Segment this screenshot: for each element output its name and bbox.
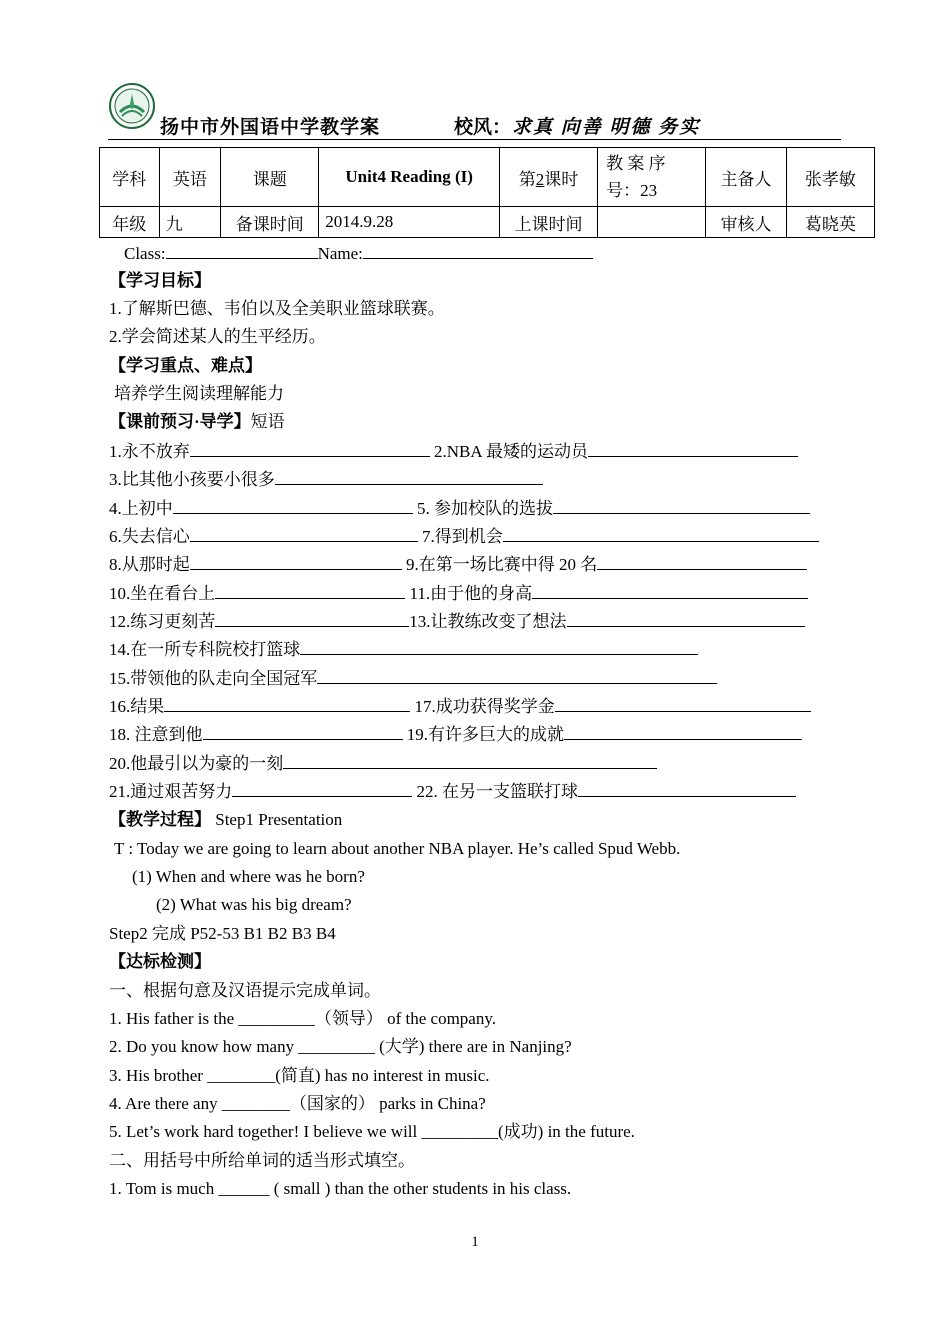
period-suffix: 课时 <box>544 169 579 189</box>
phrase-row <box>109 553 807 576</box>
school-title: 扬中市外国语中学教学案 <box>160 117 381 138</box>
phrase-label: 7.得到机会 <box>422 527 503 546</box>
table-row <box>100 207 875 238</box>
prep-time-label: 备课时间 <box>221 207 319 238</box>
phrase-row <box>109 723 802 746</box>
phrase-label: 3.比其他小孩要小很多 <box>109 470 275 489</box>
phrase-blank[interactable] <box>555 695 811 712</box>
grade-value: 九 <box>159 207 221 238</box>
phrase-blank[interactable] <box>532 582 808 599</box>
question-2: (2) What was his big dream? <box>156 895 352 914</box>
class-time-value[interactable] <box>598 207 706 238</box>
phrase-label: 18. 注意到他 <box>109 725 203 744</box>
phrase-blank[interactable] <box>317 667 717 684</box>
reviewer-value: 葛晓英 <box>786 207 874 238</box>
part2-title: 二、用括号中所给单词的适当形式填空。 <box>109 1151 415 1170</box>
phrase-blank[interactable] <box>232 780 412 797</box>
prep-time-value: 2014.9.28 <box>319 207 500 238</box>
phrase-row <box>109 440 798 463</box>
exercise-item: 5. Let’s work hard together! I believe we will _________(成功) in the future. <box>109 1122 635 1141</box>
phrase-blank[interactable] <box>173 497 413 514</box>
phrase-label: 6.失去信心 <box>109 527 190 546</box>
phrase-blank[interactable] <box>300 638 698 655</box>
phrase-label: 15.带领他的队走向全国冠军 <box>109 669 318 688</box>
teaching-heading-line <box>109 809 342 831</box>
period-prefix: 第 <box>518 169 536 189</box>
phrase-row <box>109 582 808 605</box>
phrase-label: 4.上初中 <box>109 499 173 518</box>
class-label: Class: <box>124 244 166 263</box>
lesson-info-table <box>99 147 875 238</box>
preparer-value: 张孝敏 <box>786 148 874 207</box>
phrase-label: 22. 在另一支篮联打球 <box>416 782 578 801</box>
preview-suffix: 短语 <box>250 412 285 431</box>
topic-label: 课题 <box>221 148 319 207</box>
phrase-blank[interactable] <box>503 525 819 542</box>
plan-number: 教 案 序 号：23 <box>598 148 706 207</box>
phrase-blank[interactable] <box>553 497 810 514</box>
phrase-label: 20.他最引以为豪的一刻 <box>109 754 284 773</box>
grade-label: 年级 <box>100 207 160 238</box>
exercise-item: 2. Do you know how many _________ (大学) there are in Nanjing? <box>109 1037 572 1056</box>
phrase-blank[interactable] <box>597 553 807 570</box>
phrase-blank[interactable] <box>190 525 418 542</box>
phrase-row <box>109 780 796 803</box>
phrase-label: 9.在第一场比赛中得 20 名 <box>406 555 598 574</box>
phrase-blank[interactable] <box>190 553 402 570</box>
preparer-label: 主备人 <box>706 148 786 207</box>
phrase-blank[interactable] <box>203 723 403 740</box>
exercise-item: 3. His brother ________(简直) has no interest in music. <box>109 1066 490 1085</box>
phrase-row <box>109 752 657 775</box>
objective-item: 2.学会简述某人的生平经历。 <box>109 327 326 346</box>
phrase-label: 10.坐在看台上 <box>109 584 216 603</box>
preview-heading-line <box>109 411 285 433</box>
phrase-label: 14.在一所专科院校打篮球 <box>109 640 301 659</box>
exercise-item: 4. Are there any ________（国家的） parks in China? <box>109 1094 486 1113</box>
phrase-row <box>109 468 543 491</box>
objectives-heading: 【学习目标】 <box>109 271 211 290</box>
phrase-blank[interactable] <box>578 780 796 797</box>
name-blank[interactable] <box>363 242 593 259</box>
exercise-item: 1. Tom is much ______ ( small ) than the other students in his class. <box>109 1179 572 1198</box>
objective-item: 1.了解斯巴德、韦伯以及全美职业篮球联赛。 <box>109 299 445 318</box>
phrase-row <box>109 497 810 520</box>
phrase-row <box>109 695 811 718</box>
phrase-row <box>109 638 698 661</box>
phrase-blank[interactable] <box>164 695 410 712</box>
phrase-blank[interactable] <box>283 752 657 769</box>
subject-label: 学科 <box>100 148 160 207</box>
phrase-blank[interactable] <box>190 440 430 457</box>
phrase-label: 1.永不放弃 <box>109 442 190 461</box>
phrase-label: 12.练习更刻苦 <box>109 612 216 631</box>
name-label: Name: <box>317 244 363 263</box>
class-time-label: 上课时间 <box>500 207 598 238</box>
header-divider <box>108 139 841 140</box>
period-cell <box>500 148 598 207</box>
phrase-label: 16.结果 <box>109 697 165 716</box>
period-number: 2 <box>535 169 545 189</box>
phrase-label: 21.通过艰苦努力 <box>109 782 233 801</box>
motto-label: 校风： <box>454 117 512 138</box>
page-number: 1 <box>471 1234 479 1250</box>
phrase-row <box>109 667 717 690</box>
phrase-row <box>109 525 819 548</box>
phrase-label: 11.由于他的身高 <box>409 584 533 603</box>
phrase-label: 8.从那时起 <box>109 555 190 574</box>
phrase-label: 2.NBA 最矮的运动员 <box>434 442 588 461</box>
preview-heading: 【课前预习·导学】 <box>109 412 251 431</box>
keypoints-heading: 【学习重点、难点】 <box>109 356 262 375</box>
part1-title: 一、根据句意及汉语提示完成单词。 <box>109 981 381 1000</box>
topic-value: Unit4 Reading (I) <box>319 148 500 207</box>
school-motto: 求真 向善 明德 务实 <box>512 117 701 138</box>
test-heading: 【达标检测】 <box>109 952 211 971</box>
phrase-row <box>109 610 805 633</box>
exercise-item: 1. His father is the _________（领导） of the company. <box>109 1009 496 1028</box>
class-name-line <box>124 242 593 265</box>
class-blank[interactable] <box>166 242 318 259</box>
phrase-label: 17.成功获得奖学金 <box>414 697 555 716</box>
phrase-blank[interactable] <box>588 440 798 457</box>
table-row <box>100 148 875 207</box>
phrase-blank[interactable] <box>567 610 805 627</box>
phrase-label: 5. 参加校队的选拔 <box>417 499 553 518</box>
phrase-label: 13.让教练改变了想法 <box>409 612 567 631</box>
keypoint-text: 培养学生阅读理解能力 <box>114 384 284 403</box>
subject-value: 英语 <box>159 148 221 207</box>
phrase-blank[interactable] <box>275 468 543 485</box>
phrase-blank[interactable] <box>564 723 802 740</box>
step1-title: Step1 Presentation <box>215 810 343 829</box>
question-1: (1) When and where was he born? <box>132 867 365 886</box>
teacher-line: T : Today we are going to learn about another NBA player. He’s called Spud Webb. <box>114 839 681 858</box>
teaching-heading: 【教学过程】 <box>109 810 211 829</box>
reviewer-label: 审核人 <box>706 207 786 238</box>
phrase-blank[interactable] <box>215 582 405 599</box>
phrase-blank[interactable] <box>215 610 409 627</box>
phrase-label: 19.有许多巨大的成就 <box>406 725 564 744</box>
step2-title: Step2 完成 P52-53 B1 B2 B3 B4 <box>109 924 336 943</box>
school-logo-icon <box>108 82 156 130</box>
